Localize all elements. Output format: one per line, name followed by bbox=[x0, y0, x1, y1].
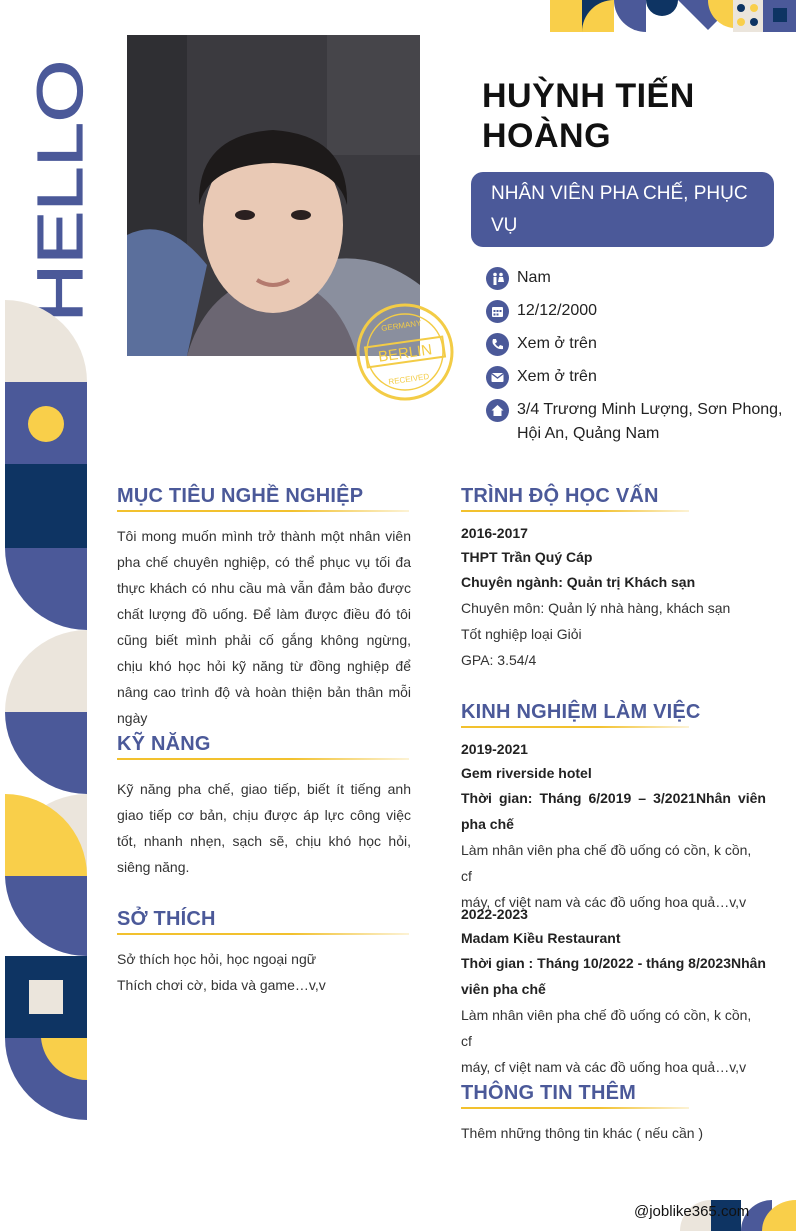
job-title-text: NHÂN VIÊN PHA CHẾ, PHỤC VỤ bbox=[491, 183, 748, 236]
hello-vertical-text bbox=[24, 60, 96, 322]
phone-value: Xem ở trên bbox=[517, 335, 597, 352]
info-email bbox=[486, 365, 786, 389]
education-gpa: GPA: 3.54/4 bbox=[461, 652, 537, 668]
svg-text:RECEIVED: RECEIVED bbox=[387, 371, 430, 387]
left-decoration-strip bbox=[5, 300, 87, 1120]
job-company: Madam Kiều Restaurant bbox=[461, 930, 621, 946]
job-desc-line-2: máy, cf việt nam và các đồ uống hoa quả…v,v bbox=[461, 1059, 747, 1075]
info-phone bbox=[486, 332, 786, 356]
job-time-line-2: viên pha chế bbox=[461, 981, 546, 997]
job-time-line-1: Thời gian: Tháng 6/2019 – 3/2021Nhân viên bbox=[461, 790, 766, 806]
candidate-name bbox=[482, 76, 762, 156]
footer-website[interactable]: @joblike365.com bbox=[634, 1203, 750, 1220]
objective-text: Tôi mong muốn mình trở thành một nhân viên pha chế chuyên nghiệp, có thể phục vụ tối đa thực khách có nhu cầu mà vẫn đảm bảo được chất lượng đồ uống. Để làm được điều đó tôi cũng biết mình phải cố gắng không ngừng, chịu khó học hỏi kỹ năng từ đồng nghiệp để nâng cao trình độ và hoàn thiện bản thân mỗi ngày bbox=[117, 528, 411, 726]
personal-info bbox=[486, 266, 786, 455]
job-time-line-1: Thời gian : Tháng 10/2022 - tháng 8/2023Nhân bbox=[461, 955, 766, 971]
job-title-badge bbox=[471, 172, 774, 247]
objective-heading: MỤC TIÊU NGHỀ NGHIỆP bbox=[117, 485, 364, 507]
hobbies-list bbox=[117, 946, 411, 998]
hobbies-underline bbox=[117, 933, 409, 935]
email-icon bbox=[486, 366, 509, 389]
job-company: Gem riverside hotel bbox=[461, 765, 592, 781]
job-entry bbox=[461, 737, 766, 915]
home-icon bbox=[486, 399, 509, 422]
address-line-1: 3/4 Trương Minh Lượng, Sơn Phong, bbox=[517, 401, 783, 418]
info-gender bbox=[486, 266, 786, 290]
job-desc-line-1: Làm nhân viên pha chế đồ uống có cồn, k cồn, cf bbox=[461, 842, 752, 884]
name-line-2: HOÀNG bbox=[482, 117, 612, 155]
job-time-line-2: pha chế bbox=[461, 816, 514, 832]
skills-heading: KỸ NĂNG bbox=[117, 733, 211, 755]
objective-underline bbox=[117, 510, 409, 512]
top-decoration bbox=[548, 0, 796, 32]
extra-info-underline bbox=[461, 1107, 689, 1109]
experience-heading: KINH NGHIỆM LÀM VIỆC bbox=[461, 701, 701, 723]
job-years: 2019-2021 bbox=[461, 741, 528, 757]
education-heading: TRÌNH ĐỘ HỌC VẤN bbox=[461, 485, 659, 507]
job-desc-line-2: máy, cf việt nam và các đồ uống hoa quả…v,v bbox=[461, 894, 747, 910]
dob-value: 12/12/2000 bbox=[517, 302, 598, 319]
education-major: Chuyên ngành: Quản trị Khách sạn bbox=[461, 574, 696, 590]
phone-icon bbox=[486, 333, 509, 356]
extra-info-text: Thêm những thông tin khác ( nếu cần ) bbox=[461, 1125, 704, 1141]
education-block bbox=[461, 521, 771, 673]
name-line-1: HUỲNH TIẾN bbox=[482, 77, 695, 115]
education-underline bbox=[461, 510, 689, 512]
calendar-icon bbox=[486, 300, 509, 323]
address-value bbox=[517, 398, 782, 446]
education-school: THPT Trần Quý Cáp bbox=[461, 549, 593, 565]
berlin-stamp bbox=[352, 302, 458, 402]
education-years: 2016-2017 bbox=[461, 525, 528, 541]
hobbies-heading: SỞ THÍCH bbox=[117, 908, 216, 930]
info-address bbox=[486, 398, 786, 446]
gender-icon bbox=[486, 267, 509, 290]
svg-text:BERLIN: BERLIN bbox=[377, 341, 434, 366]
info-dob bbox=[486, 299, 786, 323]
svg-text:GERMANY: GERMANY bbox=[380, 318, 422, 334]
hobby-line-1: Sở thích học hỏi, học ngoại ngữ bbox=[117, 951, 317, 967]
experience-underline bbox=[461, 726, 689, 728]
job-desc-line-1: Làm nhân viên pha chế đồ uống có cồn, k cồn, cf bbox=[461, 1007, 752, 1049]
job-years: 2022-2023 bbox=[461, 906, 528, 922]
address-line-2: Hội An, Quảng Nam bbox=[517, 425, 660, 442]
gender-value: Nam bbox=[517, 269, 551, 286]
svg-text:HELLO: HELLO bbox=[24, 112, 96, 322]
education-specialty: Chuyên môn: Quản lý nhà hàng, khách sạn bbox=[461, 600, 731, 616]
email-value: Xem ở trên bbox=[517, 368, 597, 385]
job-entry bbox=[461, 902, 766, 1080]
extra-info-heading: THÔNG TIN THÊM bbox=[461, 1082, 637, 1104]
skills-underline bbox=[117, 758, 409, 760]
hobby-line-2: Thích chơi cờ, bida và game…v,v bbox=[117, 977, 326, 993]
education-grade: Tốt nghiệp loại Giỏi bbox=[461, 626, 582, 642]
skills-text: Kỹ năng pha chế, giao tiếp, biết ít tiếng anh giao tiếp cơ bản, chịu được áp lực công việc tốt, nhanh nhẹn, sạch sẽ, chịu khó học hỏi, siêng năng. bbox=[117, 781, 411, 875]
